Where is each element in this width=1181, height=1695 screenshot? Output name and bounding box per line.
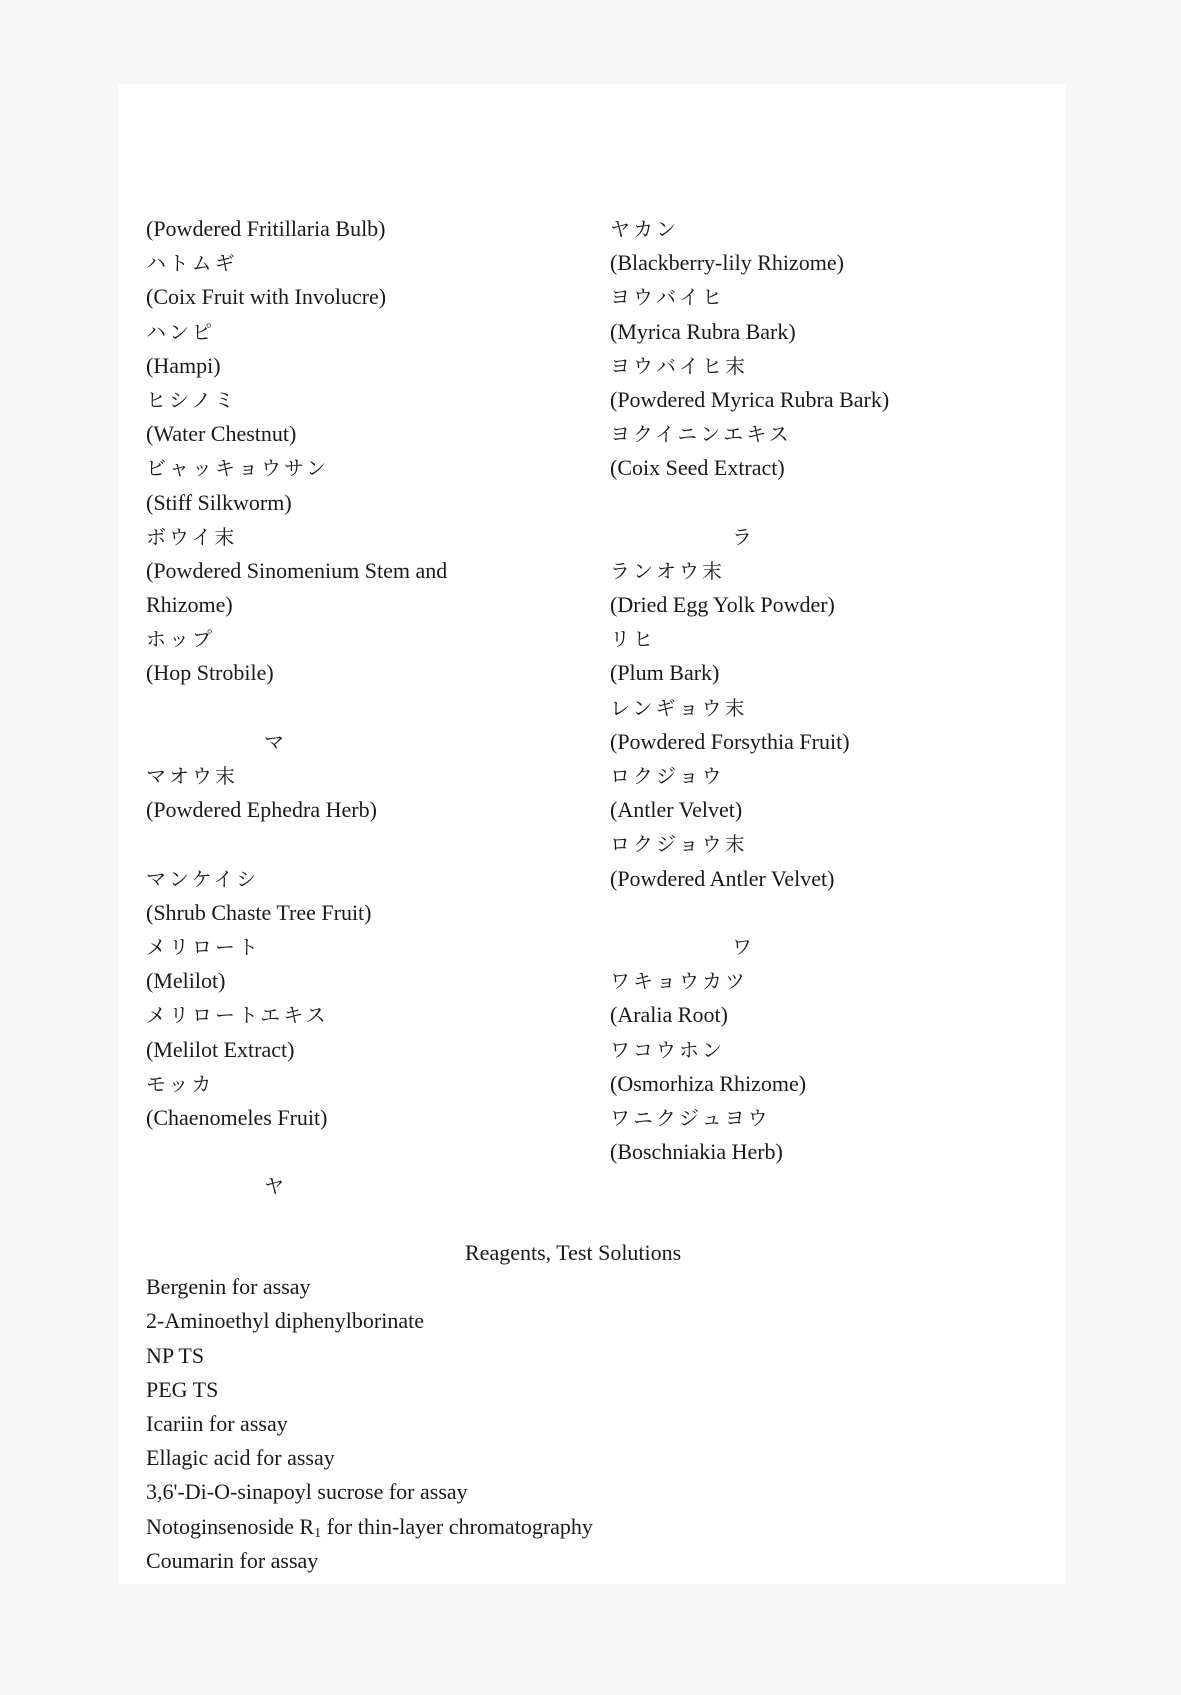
entry-english-name: (Powdered Ephedra Herb) [146,797,377,823]
entry-english-name: (Powdered Forsythia Fruit) [610,728,850,754]
entry-japanese-name: ハトムギ [146,251,238,276]
blank-line [610,896,1050,930]
section-kana-heading: マ [264,729,284,754]
reagents-section [146,1236,1046,1578]
entry-english-name: (Hop Strobile) [146,660,274,686]
entry-english-name: (Powdered Sinomenium Stem and [146,557,448,583]
entry-english-name: (Plum Bark) [610,660,720,686]
entry-japanese-name: ハンピ [146,319,215,344]
entry-japanese-name: ロクジョウ [610,764,725,788]
entry-japanese-name: リヒ [610,627,656,652]
section-kana-heading: ヤ [264,1174,284,1199]
entry-english-name: (Melilot) [146,968,226,994]
entry-english-name: (Coix Fruit with Involucre) [146,284,387,310]
entry-japanese-name: マンケイシ [146,866,260,891]
entry-english-name: (Blackberry-lily Rhizome) [610,250,844,276]
right-column [610,212,1050,1169]
reagent-item: Icariin for assay [146,1410,288,1436]
reagent-item: 2-Aminoethyl diphenylborinate [146,1308,424,1334]
reagent-item: NP TS [146,1342,205,1368]
reagent-subscript: 1 [314,1525,322,1541]
entry-english-name: (Powdered Antler Velvet) [610,865,835,891]
entry-english-name: (Aralia Root) [610,1002,728,1028]
reagent-item: Coumarin for assay [146,1547,319,1573]
left-column [146,212,616,1203]
entry-japanese-name: ワニクジュヨウ [610,1105,771,1130]
entry-japanese-name: ヨクイニンエキス [610,422,792,447]
entry-english-name: (Water Chestnut) [146,421,297,447]
entry-english-name: Rhizome) [146,592,233,618]
entry-japanese-name: ヨウバイヒ [610,285,725,310]
entry-japanese-name: ワキョウカツ [610,969,748,994]
entry-english-name: (Powdered Fritillaria Bulb) [146,216,386,241]
blank-line [146,827,616,861]
blank-line [146,691,616,725]
reagent-item: Ellagic acid for assay [146,1445,335,1471]
entry-japanese-name: ボウイ末 [146,524,238,549]
entry-english-name: (Stiff Silkworm) [146,489,292,515]
entry-japanese-name: ビャッキョウサン [146,456,329,481]
entry-japanese-name: レンギョウ末 [610,695,748,720]
reagent-item: Bergenin for assay [146,1274,311,1300]
reagent-name: Notoginsenoside R [146,1513,315,1539]
entry-japanese-name: メリロート [146,934,261,959]
entry-english-name: (Coix Seed Extract) [610,455,785,481]
entry-english-name: (Boschniakia Herb) [610,1139,783,1165]
reagent-item: PEG TS [146,1376,219,1402]
entry-english-name: (Antler Velvet) [610,797,743,823]
entry-japanese-name: ロクジョウ末 [610,832,748,857]
reagent-item-notoginsenoside [146,1510,1046,1544]
blank-line [610,486,1050,520]
reagents-title: Reagents, Test Solutions [465,1240,682,1265]
entry-english-name: (Melilot Extract) [146,1036,295,1062]
entry-english-name: (Powdered Myrica Rubra Bark) [610,386,890,412]
entry-japanese-name: ワコウホン [610,1037,725,1062]
entry-japanese-name: ヨウバイヒ末 [610,353,748,378]
entry-english-name: (Dried Egg Yolk Powder) [610,592,835,618]
entry-japanese-name: メリロートエキス [146,1003,329,1028]
reagent-item: 3,6'-Di-O-sinapoyl sucrose for assay [146,1479,468,1505]
entry-english-name: (Chaenomeles Fruit) [146,1104,328,1130]
entry-japanese-name: ヒシノミ [146,387,238,412]
entry-japanese-name: ホップ [146,627,215,652]
entry-japanese-name: ランオウ末 [610,558,725,583]
entry-english-name: (Shrub Chaste Tree Fruit) [146,899,372,925]
blank-line [146,1135,616,1169]
entry-japanese-name: マオウ末 [146,764,238,788]
section-kana-heading: ワ [732,934,752,959]
entry-english-name: (Osmorhiza Rhizome) [610,1070,807,1096]
section-kana-heading: ラ [732,524,752,549]
entry-japanese-name: ヤカン [610,217,679,241]
entry-english-name: (Myrica Rubra Bark) [610,318,796,344]
entry-english-name: (Hampi) [146,352,221,378]
entry-japanese-name: モッカ [146,1071,215,1096]
reagent-name-tail: for thin-layer chromatography [321,1513,593,1539]
